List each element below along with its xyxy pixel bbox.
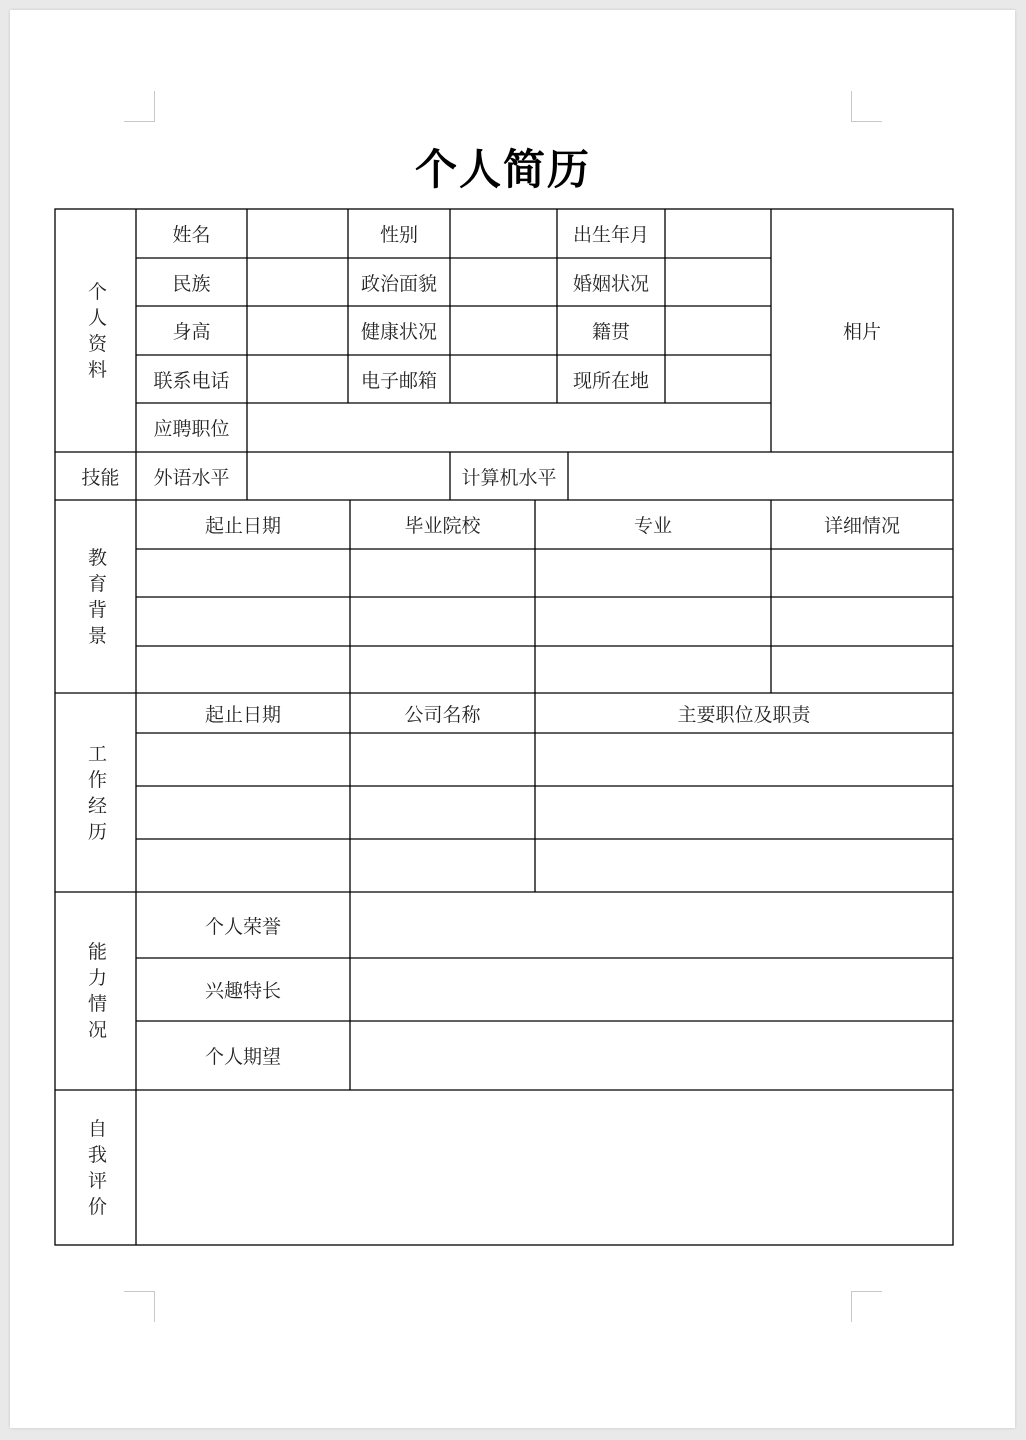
field-health[interactable] bbox=[450, 306, 557, 355]
label-expectations: 个人期望 bbox=[204, 1046, 281, 1068]
field-honors[interactable] bbox=[350, 892, 953, 958]
photo-placeholder[interactable]: 相片 bbox=[842, 321, 881, 343]
section-label-char: 料 bbox=[87, 358, 107, 381]
field-political[interactable] bbox=[450, 258, 557, 306]
label-position: 应聘职位 bbox=[153, 418, 230, 440]
edu-header-dates: 起止日期 bbox=[204, 515, 281, 537]
section-label-char: 我 bbox=[87, 1143, 107, 1166]
section-label-char: 评 bbox=[87, 1169, 107, 1192]
section-label-char: 自 bbox=[87, 1117, 107, 1140]
label-native: 籍贯 bbox=[591, 321, 630, 343]
field-language[interactable] bbox=[247, 452, 450, 500]
section-label-char: 经 bbox=[87, 794, 107, 817]
field-position[interactable] bbox=[247, 403, 771, 452]
field-birth[interactable] bbox=[665, 209, 771, 258]
section-label-char: 个 bbox=[87, 280, 107, 303]
work-row[interactable] bbox=[136, 839, 953, 892]
field-expectations[interactable] bbox=[350, 1021, 953, 1090]
label-location: 现所在地 bbox=[572, 369, 649, 392]
field-email[interactable] bbox=[450, 355, 557, 403]
label-honors: 个人荣誉 bbox=[204, 915, 281, 938]
field-marital[interactable] bbox=[665, 258, 771, 306]
section-label-char: 情 bbox=[87, 993, 107, 1015]
work-header-company: 公司名称 bbox=[404, 703, 481, 726]
label-language: 外语水平 bbox=[153, 466, 230, 489]
label-birth: 出生年月 bbox=[572, 224, 649, 246]
work-header-dates: 起止日期 bbox=[204, 703, 281, 726]
section-label-work bbox=[57, 693, 138, 892]
field-height[interactable] bbox=[247, 306, 348, 355]
section-label-personal bbox=[57, 209, 138, 452]
section-label-char: 能 bbox=[87, 941, 107, 963]
edu-row[interactable] bbox=[136, 597, 953, 646]
section-label-char: 工 bbox=[87, 742, 107, 765]
field-ethnicity[interactable] bbox=[247, 258, 348, 306]
section-label-char: 景 bbox=[87, 624, 107, 647]
label-email: 电子邮箱 bbox=[360, 369, 437, 392]
label-health: 健康状况 bbox=[360, 321, 437, 343]
label-ethnicity: 民族 bbox=[172, 272, 211, 295]
field-native[interactable] bbox=[665, 306, 771, 355]
label-computer: 计算机水平 bbox=[461, 466, 557, 489]
section-label-self-evaluation bbox=[57, 1090, 138, 1245]
section-label-education bbox=[57, 500, 138, 693]
field-self-evaluation[interactable] bbox=[136, 1090, 953, 1245]
section-label-char: 作 bbox=[87, 768, 107, 791]
label-marital: 婚姻状况 bbox=[572, 272, 649, 295]
section-label-char: 力 bbox=[87, 967, 107, 989]
label-name: 姓名 bbox=[172, 224, 211, 246]
work-row[interactable] bbox=[136, 733, 953, 786]
edu-header-details: 详细情况 bbox=[823, 515, 900, 537]
section-label-ability bbox=[57, 892, 138, 1090]
edu-header-major: 专业 bbox=[633, 515, 672, 537]
field-phone[interactable] bbox=[247, 355, 348, 403]
section-label-char: 况 bbox=[87, 1019, 107, 1041]
section-label-char: 教 bbox=[87, 546, 107, 569]
page-title: 个人简历 bbox=[414, 145, 591, 194]
field-computer[interactable] bbox=[568, 452, 953, 500]
section-label-char: 资 bbox=[87, 332, 107, 355]
label-height: 身高 bbox=[172, 321, 211, 343]
edu-row[interactable] bbox=[136, 549, 953, 597]
label-interests: 兴趣特长 bbox=[204, 980, 281, 1002]
section-label-char: 价 bbox=[87, 1195, 107, 1218]
field-location[interactable] bbox=[665, 355, 771, 403]
edu-row[interactable] bbox=[136, 646, 953, 693]
section-label-char: 背 bbox=[87, 598, 107, 621]
field-name[interactable] bbox=[247, 209, 348, 258]
field-gender[interactable] bbox=[450, 209, 557, 258]
section-label-skills: 技能 bbox=[81, 466, 120, 489]
section-label-char: 历 bbox=[87, 820, 107, 843]
label-political: 政治面貌 bbox=[360, 272, 437, 295]
section-label-char: 人 bbox=[87, 306, 107, 329]
work-row[interactable] bbox=[136, 786, 953, 839]
work-header-duties: 主要职位及职责 bbox=[677, 703, 811, 726]
label-gender: 性别 bbox=[379, 224, 418, 246]
field-interests[interactable] bbox=[350, 958, 953, 1021]
section-label-char: 育 bbox=[87, 572, 107, 595]
label-phone: 联系电话 bbox=[153, 369, 230, 392]
edu-header-school: 毕业院校 bbox=[404, 515, 481, 537]
